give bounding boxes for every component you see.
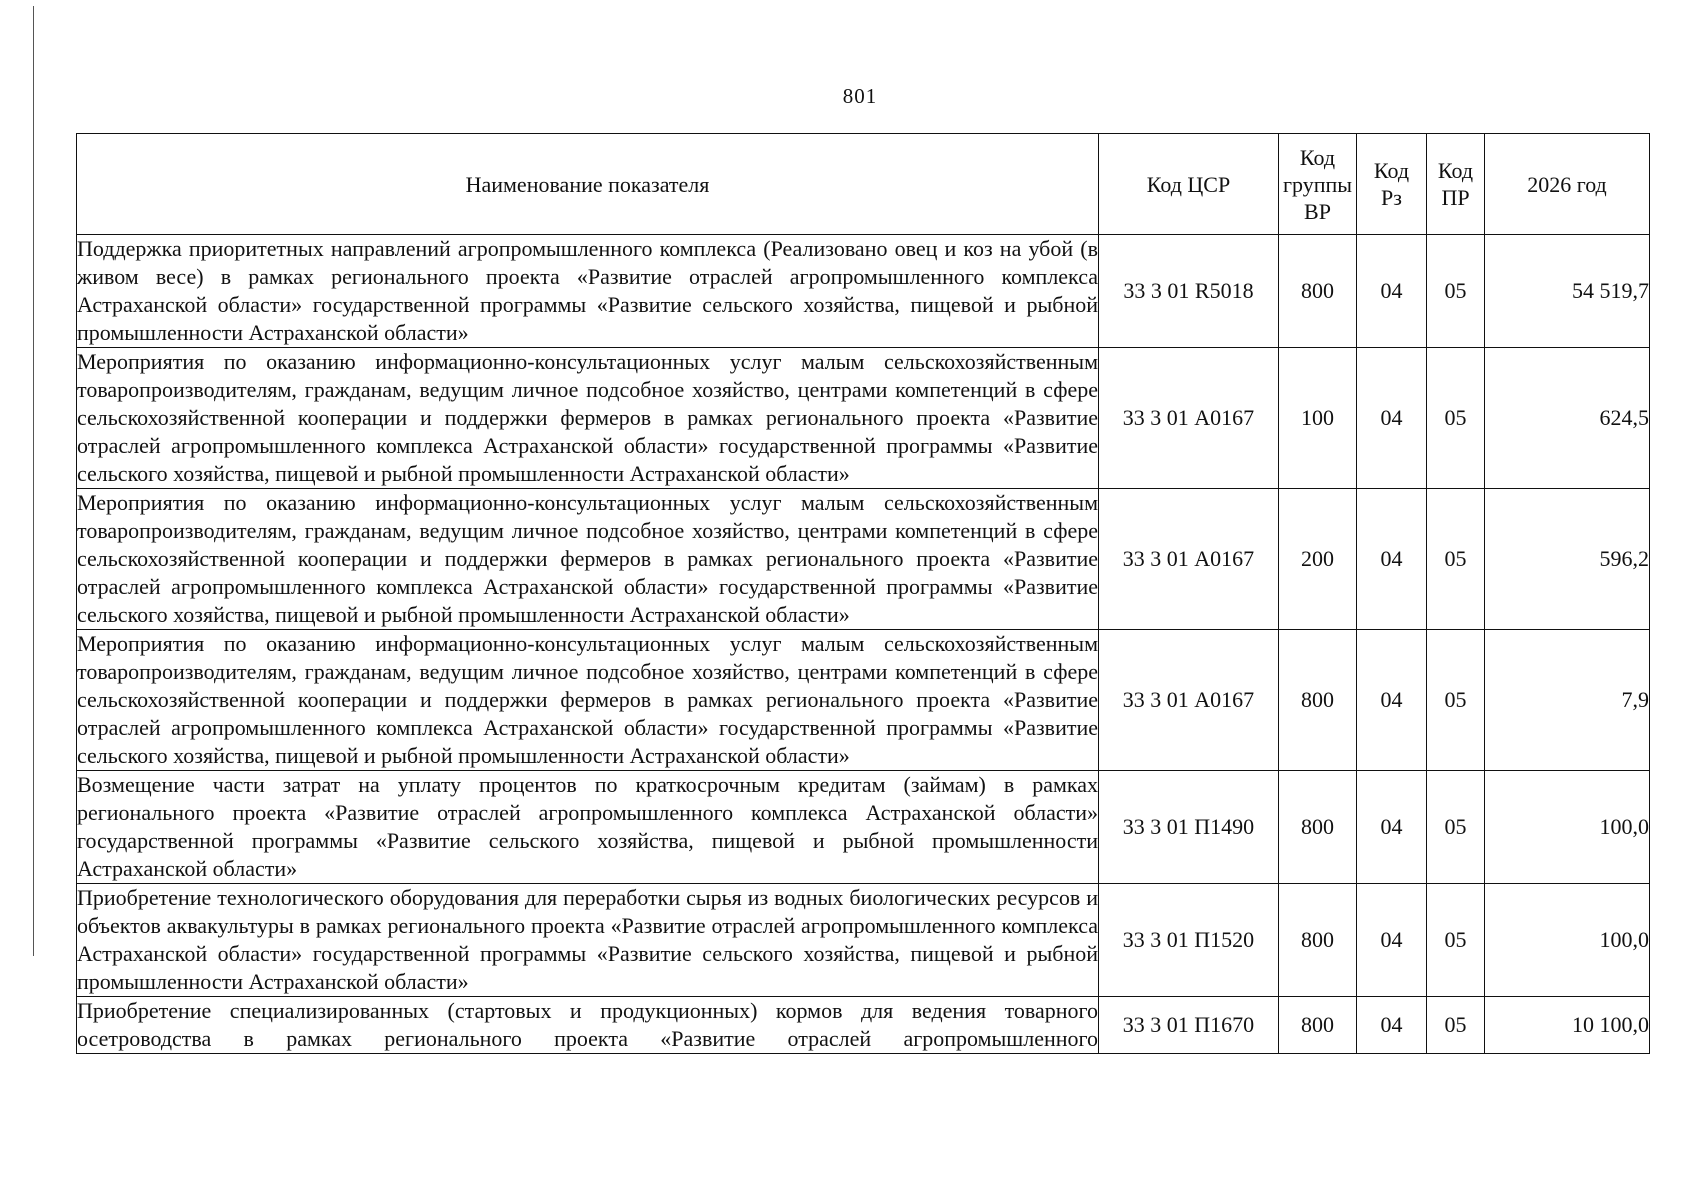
row-amount: 54 519,7 — [1485, 235, 1650, 348]
row-name — [77, 997, 1099, 1054]
table-row — [77, 884, 1650, 997]
row-csr: 33 3 01 А0167 — [1099, 630, 1279, 771]
row-name — [77, 630, 1099, 771]
row-amount: 624,5 — [1485, 348, 1650, 489]
header-csr: Код ЦСР — [1099, 134, 1279, 235]
table-row — [77, 489, 1650, 630]
row-name-text: Приобретение технологического оборудования для переработки сырья из водных биологических ресурсов и объектов аквакультуры в рамках регионального проекта «Развитие отраслей агропромышленного комплекса Астраханской области» государственной программы «Развитие сельского хозяйства, пищевой и рыбной промышленности Астраханской области» — [77, 885, 1098, 994]
row-name — [77, 348, 1099, 489]
row-name — [77, 771, 1099, 884]
row-name — [77, 489, 1099, 630]
row-amount: 10 100,0 — [1485, 997, 1650, 1054]
row-csr: 33 3 01 А0167 — [1099, 489, 1279, 630]
row-rz: 04 — [1357, 489, 1427, 630]
row-vr: 200 — [1279, 489, 1357, 630]
row-vr: 100 — [1279, 348, 1357, 489]
row-vr: 800 — [1279, 771, 1357, 884]
row-csr: 33 3 01 А0167 — [1099, 348, 1279, 489]
row-vr: 800 — [1279, 884, 1357, 997]
header-name: Наименование показателя — [77, 134, 1099, 235]
row-csr: 33 3 01 П1520 — [1099, 884, 1279, 997]
row-rz: 04 — [1357, 235, 1427, 348]
row-rz: 04 — [1357, 348, 1427, 489]
header-year: 2026 год — [1485, 134, 1650, 235]
budget-table — [76, 133, 1650, 1054]
row-rz: 04 — [1357, 771, 1427, 884]
row-csr: 33 3 01 R5018 — [1099, 235, 1279, 348]
row-amount: 100,0 — [1485, 884, 1650, 997]
row-pr: 05 — [1427, 489, 1485, 630]
header-pr: Код ПР — [1427, 134, 1485, 235]
row-amount: 7,9 — [1485, 630, 1650, 771]
row-name-text: Мероприятия по оказанию информационно-консультационных услуг малым сельскохозяйственным товаропроизводителям, гражданам, ведущим личное подсобное хозяйство, центрами компетенций в сфере сельскохозяйственной кооперации и поддержки фермеров в рамках регионального проекта «Развитие отраслей агропромышленного комплекса Астраханской области» государственной программы «Развитие сельского хозяйства, пищевой и рыбной промышленности Астраханской области» — [77, 349, 1098, 486]
row-rz: 04 — [1357, 884, 1427, 997]
row-name-text: Поддержка приоритетных направлений агропромышленного комплекса (Реализовано овец и коз на убой (в живом весе) в рамках регионального проекта «Развитие отраслей агропромышленного комплекса Астраханской области» государственной программы «Развитие сельского хозяйства, пищевой и рыбной промышленности Астраханской области» — [77, 236, 1098, 345]
row-pr: 05 — [1427, 884, 1485, 997]
table-row — [77, 348, 1650, 489]
row-vr: 800 — [1279, 630, 1357, 771]
table-row — [77, 235, 1650, 348]
row-amount: 100,0 — [1485, 771, 1650, 884]
table-row — [77, 630, 1650, 771]
row-vr: 800 — [1279, 997, 1357, 1054]
header-rz: Код Рз — [1357, 134, 1427, 235]
row-name-text: Мероприятия по оказанию информационно-консультационных услуг малым сельскохозяйственным товаропроизводителям, гражданам, ведущим личное подсобное хозяйство, центрами компетенций в сфере сельскохозяйственной кооперации и поддержки фермеров в рамках регионального проекта «Развитие отраслей агропромышленного комплекса Астраханской области» государственной программы «Развитие сельского хозяйства, пищевой и рыбной промышленности Астраханской области» — [77, 631, 1098, 768]
row-vr: 800 — [1279, 235, 1357, 348]
row-pr: 05 — [1427, 235, 1485, 348]
row-csr: 33 3 01 П1490 — [1099, 771, 1279, 884]
row-pr: 05 — [1427, 348, 1485, 489]
row-name — [77, 235, 1099, 348]
row-name-text: Возмещение части затрат на уплату процентов по краткосрочным кредитам (займам) в рамках регионального проекта «Развитие отраслей агропромышленного комплекса Астраханской области» государственной программы «Развитие сельского хозяйства, пищевой и рыбной промышленности Астраханской области» — [77, 772, 1098, 881]
row-name-text: Приобретение специализированных (стартовых и продукционных) кормов для ведения товарного осетроводства в рамках регионального проекта «Развитие отраслей агропромышленного — [77, 998, 1098, 1051]
row-pr: 05 — [1427, 771, 1485, 884]
row-csr: 33 3 01 П1670 — [1099, 997, 1279, 1054]
row-rz: 04 — [1357, 630, 1427, 771]
row-rz: 04 — [1357, 997, 1427, 1054]
row-name-text: Мероприятия по оказанию информационно-консультационных услуг малым сельскохозяйственным товаропроизводителям, гражданам, ведущим личное подсобное хозяйство, центрами компетенций в сфере сельскохозяйственной кооперации и поддержки фермеров в рамках регионального проекта «Развитие отраслей агропромышленного комплекса Астраханской области» государственной программы «Развитие сельского хозяйства, пищевой и рыбной промышленности Астраханской области» — [77, 490, 1098, 627]
row-pr: 05 — [1427, 997, 1485, 1054]
row-amount: 596,2 — [1485, 489, 1650, 630]
header-vr: Код группы ВР — [1279, 134, 1357, 235]
table-row — [77, 997, 1650, 1054]
row-name — [77, 884, 1099, 997]
table-row — [77, 771, 1650, 884]
page-number: 801 — [842, 84, 878, 108]
table-header-row — [77, 134, 1650, 235]
left-margin-line — [33, 6, 34, 956]
row-pr: 05 — [1427, 630, 1485, 771]
